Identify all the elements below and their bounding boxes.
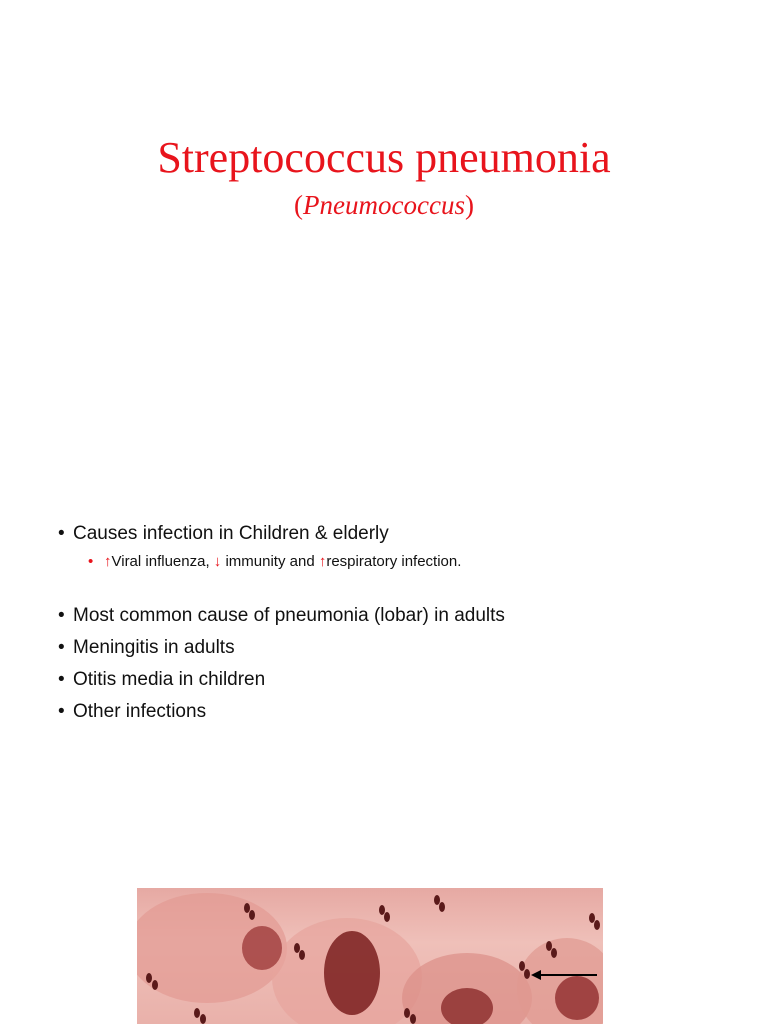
sub-bullet-dot: • xyxy=(88,553,94,570)
sub-bullet-item xyxy=(58,550,748,574)
micrograph-drawing xyxy=(137,888,603,1024)
bullet-item: • Otitis media in children xyxy=(58,664,748,696)
bullet-item: • Meningitis in adults xyxy=(58,632,748,664)
subtitle-close-paren: ) xyxy=(464,190,474,220)
arrow-up-icon: ↑ xyxy=(318,553,327,570)
title-block xyxy=(0,128,768,222)
nucleus-shape xyxy=(555,976,599,1020)
bullet-item: • Most common cause of pneumonia (lobar) in adults xyxy=(58,600,748,632)
bullet-item: • Other infections xyxy=(58,696,748,728)
slide-title: Streptococcus pneumonia xyxy=(157,133,611,182)
sub-bullet-text-2: immunity and xyxy=(221,553,319,570)
arrow-up-icon: ↑ xyxy=(104,553,112,570)
subtitle-text: Pneumococcus xyxy=(303,190,465,220)
subtitle-open-paren: ( xyxy=(294,190,304,220)
arrow-down-icon: ↓ xyxy=(213,553,222,570)
micrograph-image xyxy=(137,888,603,1024)
slide-subtitle xyxy=(0,188,768,222)
bullet-item: • Causes infection in Children & elderly xyxy=(58,518,748,550)
bullet-list xyxy=(58,518,748,728)
nucleus-shape xyxy=(242,926,282,970)
sub-bullet-text-3: respiratory infection. xyxy=(326,553,462,570)
sub-bullet-text-1: Viral influenza, xyxy=(111,553,214,570)
nucleus-shape xyxy=(324,931,380,1015)
